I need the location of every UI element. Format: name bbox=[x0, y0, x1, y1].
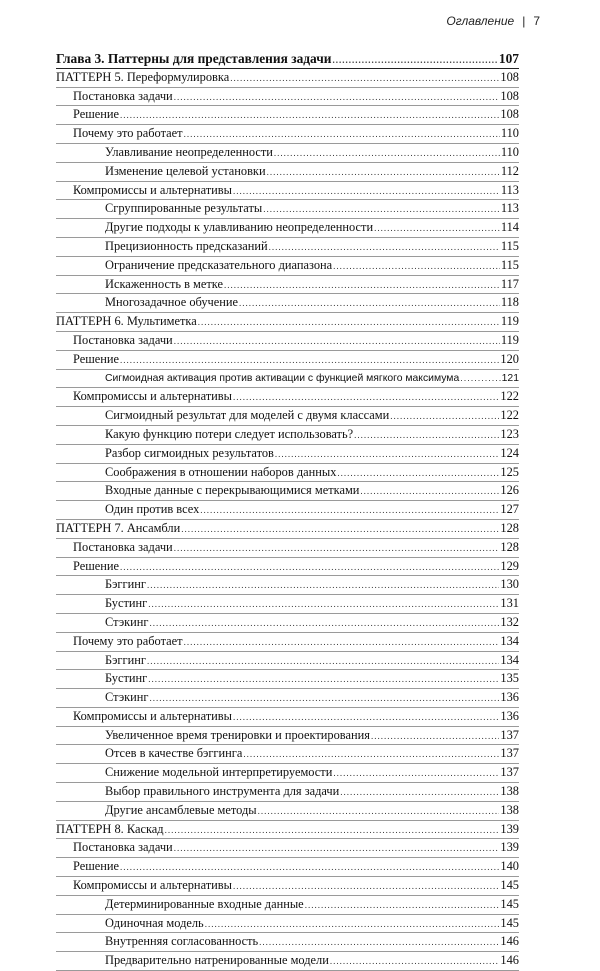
toc-entry-title: Детерминированные входные данные bbox=[105, 896, 304, 911]
dot-leader bbox=[233, 878, 499, 896]
toc-entry-page: 110 bbox=[500, 144, 519, 159]
dot-leader bbox=[148, 671, 499, 689]
toc-entry[interactable] bbox=[56, 144, 519, 163]
dot-leader bbox=[148, 596, 499, 614]
toc-entry[interactable] bbox=[56, 670, 519, 689]
dot-leader bbox=[233, 709, 499, 727]
toc-entry[interactable] bbox=[56, 614, 519, 633]
toc-entry-page: 137 bbox=[500, 765, 519, 780]
toc-entry[interactable] bbox=[56, 858, 519, 877]
toc-entry-title: Улавливание неопределенности bbox=[105, 144, 273, 159]
toc-entry[interactable] bbox=[56, 558, 519, 577]
toc-entry[interactable] bbox=[56, 351, 519, 370]
toc-entry-title: Почему это работает bbox=[73, 633, 183, 648]
dot-leader bbox=[275, 446, 500, 464]
toc-entry-title: Решение bbox=[73, 107, 120, 122]
toc-entry-title: Бэггинг bbox=[105, 652, 146, 667]
toc-entry[interactable] bbox=[56, 125, 519, 144]
toc-entry-title: Ограничение предсказательного диапазона bbox=[105, 257, 333, 272]
dot-leader bbox=[174, 89, 500, 107]
dot-leader bbox=[374, 220, 500, 238]
toc-entry-page: 146 bbox=[500, 953, 519, 968]
dot-leader bbox=[184, 126, 500, 144]
toc-entry[interactable] bbox=[56, 257, 519, 276]
toc-entry[interactable] bbox=[56, 595, 519, 614]
toc-entry-page: 146 bbox=[500, 934, 519, 949]
dot-leader bbox=[333, 258, 500, 276]
toc-entry-title: Изменение целевой установки bbox=[105, 163, 266, 178]
dot-leader bbox=[120, 559, 499, 577]
toc-entry-page: 137 bbox=[500, 727, 519, 742]
dot-leader bbox=[259, 934, 499, 952]
toc-entry[interactable] bbox=[56, 576, 519, 595]
toc-entry-title: Решение bbox=[73, 351, 120, 366]
toc-entry-title: Многозадачное обучение bbox=[105, 295, 239, 310]
toc-entry-page: 145 bbox=[500, 915, 519, 930]
toc-entry[interactable] bbox=[56, 764, 519, 783]
toc-entry[interactable] bbox=[56, 539, 519, 558]
toc-entry-page: 118 bbox=[500, 295, 519, 310]
toc-entry-title: Выбор правильного инструмента для задачи bbox=[105, 784, 340, 799]
dot-leader bbox=[150, 615, 500, 633]
toc-entry-title: Один против всех bbox=[105, 502, 200, 517]
toc-entry-title: Компромиссы и альтернативы bbox=[73, 878, 232, 893]
toc-entry-page: 113 bbox=[500, 201, 519, 216]
toc-entry[interactable] bbox=[56, 482, 519, 501]
dot-leader bbox=[147, 653, 499, 671]
toc-entry-title: Одиночная модель bbox=[105, 915, 204, 930]
toc-entry-title: Другие подходы к улавливанию неопределенности bbox=[105, 220, 374, 235]
toc-entry[interactable] bbox=[56, 877, 519, 896]
toc-entry-page: 124 bbox=[500, 445, 519, 460]
toc-entry[interactable] bbox=[56, 708, 519, 727]
toc-entry-title: Почему это работает bbox=[73, 126, 183, 141]
toc-entry-page: 130 bbox=[500, 577, 519, 592]
dot-leader bbox=[305, 897, 500, 915]
toc-entry-title: Сигмоидный результат для моделей с двумя классами bbox=[105, 408, 390, 423]
toc-entry-page: 131 bbox=[500, 596, 519, 611]
toc-entry[interactable] bbox=[56, 802, 519, 821]
toc-entry[interactable] bbox=[56, 633, 519, 652]
toc-entry-title: Решение bbox=[73, 859, 120, 874]
toc-entry-page: 132 bbox=[500, 614, 519, 629]
toc-entry[interactable] bbox=[56, 689, 519, 708]
dot-leader bbox=[120, 859, 499, 877]
toc-entry[interactable] bbox=[56, 896, 519, 915]
dot-leader bbox=[174, 540, 500, 558]
toc-entry-page: 140 bbox=[500, 859, 519, 874]
toc-entry[interactable] bbox=[56, 313, 519, 332]
toc-entry[interactable] bbox=[56, 501, 519, 520]
dot-leader bbox=[263, 201, 500, 219]
toc-entry[interactable] bbox=[56, 388, 519, 407]
toc-entry-title: Постановка задачи bbox=[73, 88, 173, 103]
toc-entry-page: 108 bbox=[500, 69, 519, 84]
toc-entry[interactable] bbox=[56, 332, 519, 351]
toc-entry[interactable] bbox=[56, 933, 519, 952]
dot-leader bbox=[224, 277, 500, 295]
toc-entry-page: 128 bbox=[500, 539, 519, 554]
dot-leader bbox=[267, 164, 500, 182]
toc-entry-page: 122 bbox=[500, 408, 519, 423]
toc-entry-title: Отсев в качестве бэггинга bbox=[105, 746, 243, 761]
toc-entry[interactable] bbox=[56, 163, 519, 182]
toc-entry-title: Компромиссы и альтернативы bbox=[73, 182, 232, 197]
dot-leader bbox=[337, 465, 499, 483]
toc-entry[interactable] bbox=[56, 464, 519, 483]
toc-entry[interactable] bbox=[56, 783, 519, 802]
toc-entry[interactable] bbox=[56, 69, 519, 88]
toc-entry-page: 120 bbox=[500, 351, 519, 366]
dot-leader bbox=[360, 483, 499, 501]
dot-leader bbox=[120, 352, 499, 370]
toc-entry-title: Предварительно натренированные модели bbox=[105, 953, 329, 968]
dot-leader bbox=[239, 295, 500, 313]
dot-leader bbox=[184, 634, 500, 652]
toc-entry-page: 107 bbox=[498, 51, 519, 66]
toc-entry-page: 145 bbox=[500, 878, 519, 893]
toc-entry-title: Соображения в отношении наборов данных bbox=[105, 464, 337, 479]
toc-entry[interactable] bbox=[56, 727, 519, 746]
toc-entry-title: Прецизионность предсказаний bbox=[105, 238, 268, 253]
toc-entry-title: Увеличенное время тренировки и проектирования bbox=[105, 727, 370, 742]
dot-leader bbox=[269, 239, 500, 257]
toc-entry-page: 115 bbox=[500, 238, 519, 253]
toc-entry[interactable] bbox=[56, 88, 519, 107]
toc-entry[interactable] bbox=[56, 294, 519, 313]
toc-entry-page: 139 bbox=[500, 821, 519, 836]
toc-entry[interactable] bbox=[56, 370, 519, 389]
toc-entry-title: Снижение модельной интерпретируемости bbox=[105, 765, 333, 780]
dot-leader bbox=[243, 746, 499, 764]
toc-entry-title: Глава 3. Паттерны для представления задачи bbox=[56, 51, 332, 66]
toc-entry-page: 114 bbox=[500, 220, 519, 235]
dot-leader bbox=[354, 427, 499, 445]
toc-entry[interactable] bbox=[56, 915, 519, 934]
toc-entry-page: 128 bbox=[500, 520, 519, 535]
dot-leader bbox=[181, 521, 499, 539]
dot-leader bbox=[147, 577, 499, 595]
toc-entry-title: ПАТТЕРН 6. Мультиметка bbox=[56, 314, 197, 329]
toc-entry-title: Компромиссы и альтернативы bbox=[73, 708, 232, 723]
section-title: Оглавление bbox=[446, 14, 515, 28]
table-of-contents bbox=[56, 50, 519, 971]
toc-entry-title: Входные данные с перекрывающимися метками bbox=[105, 483, 360, 498]
toc-entry[interactable] bbox=[56, 426, 519, 445]
toc-entry[interactable] bbox=[56, 200, 519, 219]
toc-entry-title: ПАТТЕРН 5. Переформулировка bbox=[56, 69, 230, 84]
toc-entry-page: 122 bbox=[500, 389, 519, 404]
toc-entry-title: Искаженность в метке bbox=[105, 276, 224, 291]
dot-leader bbox=[460, 370, 500, 388]
dot-leader bbox=[174, 333, 500, 351]
dot-leader bbox=[330, 953, 500, 971]
dot-leader bbox=[371, 728, 499, 746]
toc-entry-title: Сигмоидная активация против активации с функцией мягкого максимума bbox=[105, 372, 460, 384]
toc-entry-title: Бустинг bbox=[105, 671, 148, 686]
toc-entry-page: 119 bbox=[500, 332, 519, 347]
toc-entry-title: Постановка задачи bbox=[73, 539, 173, 554]
toc-entry[interactable] bbox=[56, 839, 519, 858]
toc-entry-title: Компромиссы и альтернативы bbox=[73, 389, 232, 404]
toc-entry-title: ПАТТЕРН 7. Ансамбли bbox=[56, 520, 181, 535]
toc-entry-page: 145 bbox=[500, 896, 519, 911]
dot-leader bbox=[198, 314, 500, 332]
toc-entry-page: 138 bbox=[500, 802, 519, 817]
dot-leader bbox=[233, 183, 500, 201]
toc-entry-page: 123 bbox=[500, 426, 519, 441]
toc-entry-title: Какую функцию потери следует использовать? bbox=[105, 426, 354, 441]
dot-leader bbox=[174, 840, 500, 858]
toc-entry-page: 127 bbox=[500, 502, 519, 517]
toc-entry-page: 108 bbox=[500, 88, 519, 103]
toc-entry[interactable] bbox=[56, 745, 519, 764]
toc-entry[interactable] bbox=[56, 219, 519, 238]
toc-entry-title: Постановка задачи bbox=[73, 840, 173, 855]
toc-entry-title: Решение bbox=[73, 558, 120, 573]
toc-entry[interactable] bbox=[56, 182, 519, 201]
toc-entry[interactable] bbox=[56, 520, 519, 539]
toc-entry-title: Постановка задачи bbox=[73, 332, 173, 347]
toc-entry[interactable] bbox=[56, 106, 519, 125]
dot-leader bbox=[120, 107, 499, 125]
toc-entry-page: 136 bbox=[500, 690, 519, 705]
dot-leader bbox=[258, 803, 500, 821]
toc-entry-page: 138 bbox=[500, 784, 519, 799]
dot-leader bbox=[205, 916, 500, 934]
toc-entry-page: 108 bbox=[500, 107, 519, 122]
toc-entry[interactable] bbox=[56, 821, 519, 840]
toc-entry-page: 113 bbox=[500, 182, 519, 197]
toc-entry-title: Внутренняя согласованность bbox=[105, 934, 259, 949]
header-separator: | bbox=[522, 14, 526, 28]
page-number: 7 bbox=[533, 14, 540, 28]
running-header bbox=[446, 14, 540, 28]
toc-entry-page: 135 bbox=[500, 671, 519, 686]
toc-entry-page: 126 bbox=[500, 483, 519, 498]
dot-leader bbox=[390, 408, 499, 426]
dot-leader bbox=[340, 784, 499, 802]
toc-entry[interactable] bbox=[56, 238, 519, 257]
toc-entry-title: Бэггинг bbox=[105, 577, 146, 592]
toc-entry[interactable] bbox=[56, 407, 519, 426]
toc-entry[interactable] bbox=[56, 445, 519, 464]
toc-entry-page: 136 bbox=[500, 708, 519, 723]
toc-entry-page: 119 bbox=[500, 314, 519, 329]
dot-leader bbox=[274, 145, 500, 163]
toc-entry-title: Разбор сигмоидных результатов bbox=[105, 445, 274, 460]
dot-leader bbox=[165, 822, 500, 840]
toc-entry-title: ПАТТЕРН 8. Каскад bbox=[56, 821, 164, 836]
toc-entry[interactable] bbox=[56, 276, 519, 295]
toc-entry-title: Стэкинг bbox=[105, 614, 149, 629]
toc-entry-page: 112 bbox=[500, 163, 519, 178]
dot-leader bbox=[333, 765, 499, 783]
toc-entry[interactable] bbox=[56, 952, 519, 971]
dot-leader bbox=[150, 690, 500, 708]
toc-entry-page: 134 bbox=[500, 652, 519, 667]
toc-entry[interactable] bbox=[56, 652, 519, 671]
toc-entry-page: 115 bbox=[500, 257, 519, 272]
toc-chapter-entry[interactable] bbox=[56, 50, 519, 69]
toc-entry-page: 139 bbox=[500, 840, 519, 855]
toc-entry-title: Стэкинг bbox=[105, 690, 149, 705]
dot-leader bbox=[200, 502, 499, 520]
toc-entry-page: 110 bbox=[500, 126, 519, 141]
toc-entry-title: Бустинг bbox=[105, 596, 148, 611]
dot-leader bbox=[332, 52, 497, 70]
toc-entry-title: Сгруппированные результаты bbox=[105, 201, 263, 216]
toc-entry-page: 117 bbox=[500, 276, 519, 291]
dot-leader bbox=[230, 70, 499, 88]
toc-entry-page: 121 bbox=[501, 372, 519, 384]
toc-entry-page: 129 bbox=[500, 558, 519, 573]
toc-entry-page: 137 bbox=[500, 746, 519, 761]
toc-entry-page: 125 bbox=[500, 464, 519, 479]
toc-entry-page: 134 bbox=[500, 633, 519, 648]
dot-leader bbox=[233, 389, 499, 407]
toc-entry-title: Другие ансамблевые методы bbox=[105, 802, 257, 817]
